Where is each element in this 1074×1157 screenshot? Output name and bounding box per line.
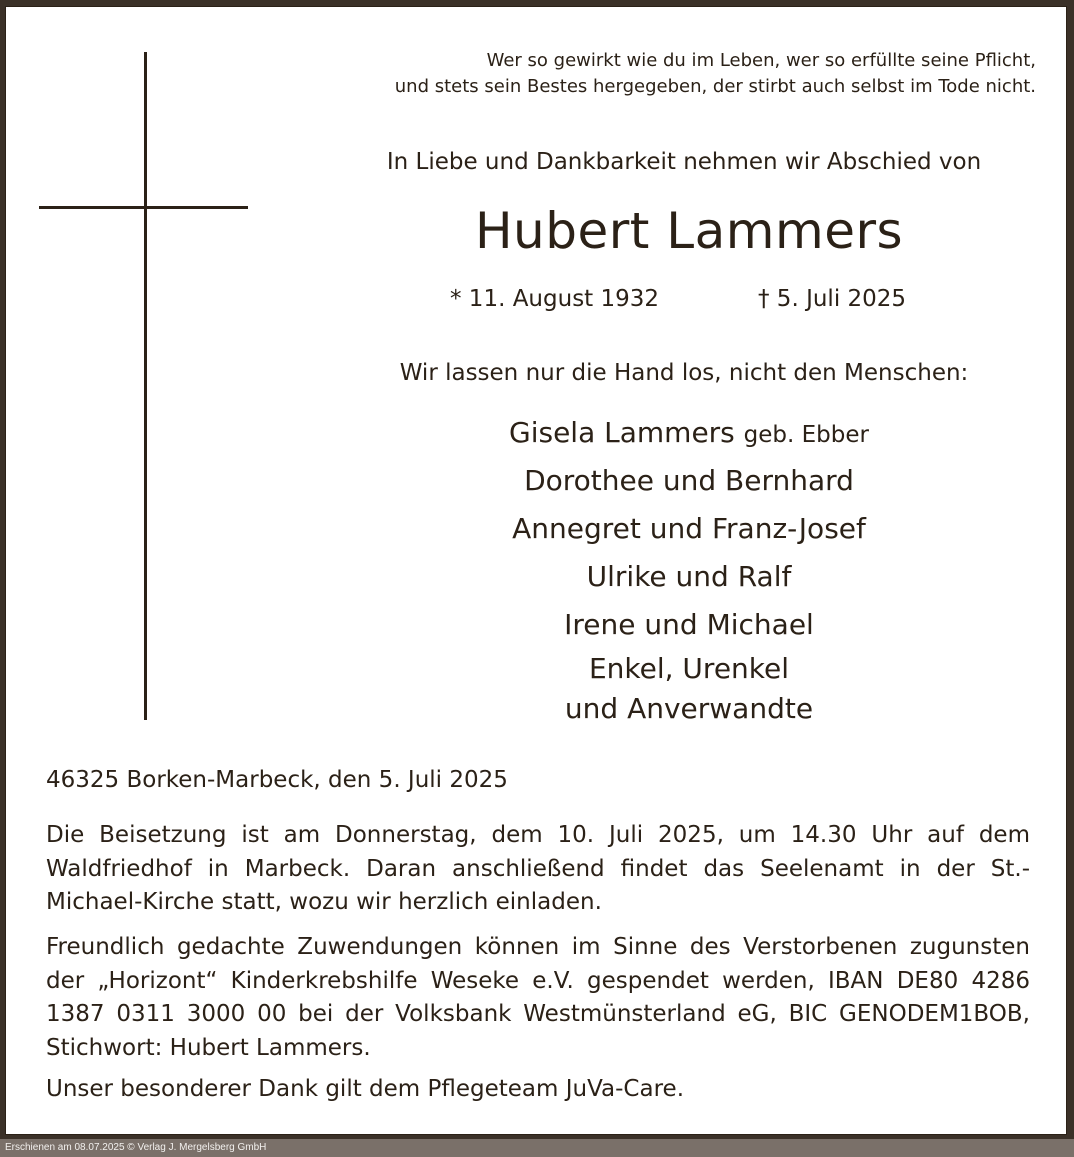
obituary-notice (5, 6, 1067, 1135)
death-date: † 5. Juli 2025 (758, 286, 907, 312)
funeral-details-paragraph: Die Beisetzung ist am Donnerstag, dem 10. Juli 2025, um 14.30 Uhr auf dem Waldfriedhof in Marbeck. Daran anschließend findet das Seelenamt in der St.-Michael-Kirche statt, wozu wir herzlich einladen. (46, 822, 1030, 915)
thanks-paragraph: Unser besonderer Dank gilt dem Pflegeteam JuVa-Care. (46, 1076, 685, 1102)
verse-line-1: Wer so gewirkt wie du im Leben, wer so erfüllte seine Pflicht, (486, 50, 1036, 71)
mourner-spouse-name: Gisela Lammers (509, 416, 735, 449)
mourner-item: Dorothee und Bernhard (524, 464, 854, 497)
mourner-item: Enkel, Urenkel (588, 652, 790, 685)
intro-text: In Liebe und Dankbarkeit nehmen wir Abschied von (386, 149, 982, 175)
donation-paragraph: Freundlich gedachte Zuwendungen können im Sinne des Verstorbenen zugunsten der „Horizont“ Kinderkrebshilfe Weseke e.V. gespendet werden, IBAN DE80 4286 1387 0311 3000 00 bei der Volksbank Westmünsterland eG, BIC GENODEM1BOB, Stichwort: Hubert Lammers. (46, 934, 1030, 1061)
mourner-spouse-maiden-name: geb. Ebber (743, 422, 869, 448)
deceased-name: Hubert Lammers (474, 202, 904, 260)
mourner-item: und Anverwandte (564, 692, 814, 725)
place-date: 46325 Borken-Marbeck, den 5. Juli 2025 (46, 767, 508, 793)
verse-line-2: und stets sein Bestes hergegeben, der stirbt auch selbst im Tode nicht. (394, 76, 1036, 97)
mourner-spouse (306, 409, 1072, 457)
motto: Wir lassen nur die Hand los, nicht den Menschen: (399, 360, 969, 386)
mourner-item: Ulrike und Ralf (586, 560, 792, 593)
cross-vertical-beam (144, 52, 147, 720)
mourner-item: Irene und Michael (564, 608, 814, 641)
publication-footer: Erschienen am 08.07.2025 © Verlag J. Mergelsberg GmbH (5, 1142, 267, 1153)
mourners-list (306, 409, 1072, 729)
birth-date: * 11. August 1932 (450, 286, 660, 312)
verse (336, 48, 1036, 100)
cross-horizontal-beam (39, 206, 248, 209)
mourner-item: Annegret und Franz-Josef (512, 512, 866, 545)
